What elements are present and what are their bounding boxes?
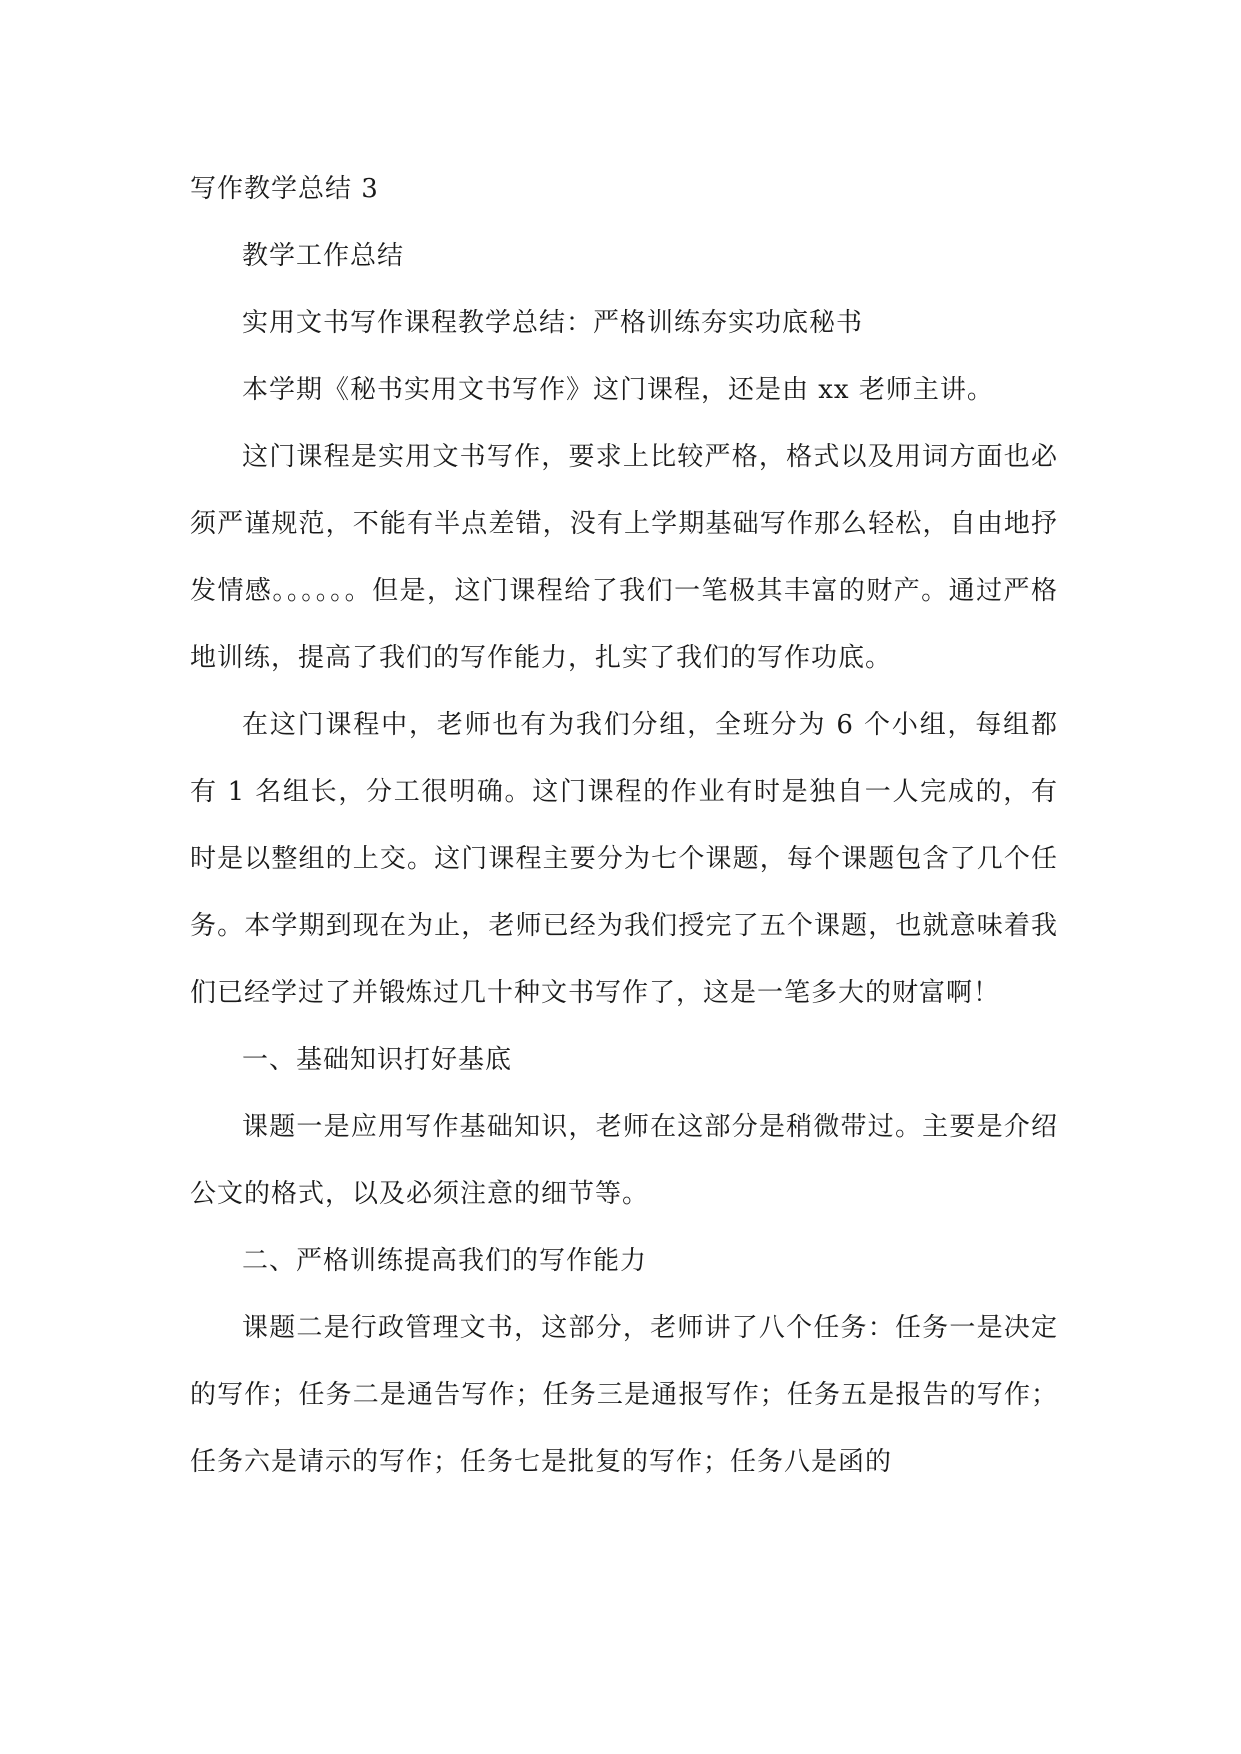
paragraph: 课题一是应用写作基础知识，老师在这部分是稍微带过。主要是介绍公文的格式，以及必须注意的细节等。 <box>190 1112 1058 1209</box>
paragraph: 在这门课程中，老师也有为我们分组，全班分为 6 个小组，每组都有 1 名组长，分工很明确。这门课程的作业有时是独自一人完成的，有时是以整组的上交。这门课程主要分为七个课题，每个课题包含了几个任务。本学期到现在为止，老师已经为我们授完了五个课题，也就意味着我们已经学过了并锻炼过几十种文书写作了，这是一笔多大的财富啊！ <box>190 710 1058 1008</box>
paragraph-subtitle: 实用文书写作课程教学总结：严格训练夯实功底秘书 <box>242 308 864 338</box>
section-heading: 一、基础知识打好基底 <box>242 1045 513 1075</box>
paragraph: 课题二是行政管理文书，这部分，老师讲了八个任务：任务一是决定的写作；任务二是通告写作；任务三是通报写作；任务五是报告的写作；任务六是请示的写作；任务七是批复的写作；任务八是函的 <box>190 1313 1058 1477</box>
paragraph-heading: 教学工作总结 <box>242 241 405 271</box>
paragraph: 本学期《秘书实用文书写作》这门课程，还是由 xx 老师主讲。 <box>242 375 994 405</box>
paragraph: 这门课程是实用文书写作，要求上比较严格，格式以及用词方面也必须严谨规范，不能有半点差错，没有上学期基础写作那么轻松，自由地抒发情感。。。。。。但是，这门课程给了我们一笔极其丰富的财产。通过严格地训练，提高了我们的写作能力，扎实了我们的写作功底。 <box>190 442 1058 673</box>
document-body <box>190 156 1058 1496</box>
document-title: 写作教学总结 3 <box>190 174 379 204</box>
section-heading: 二、严格训练提高我们的写作能力 <box>242 1246 648 1276</box>
